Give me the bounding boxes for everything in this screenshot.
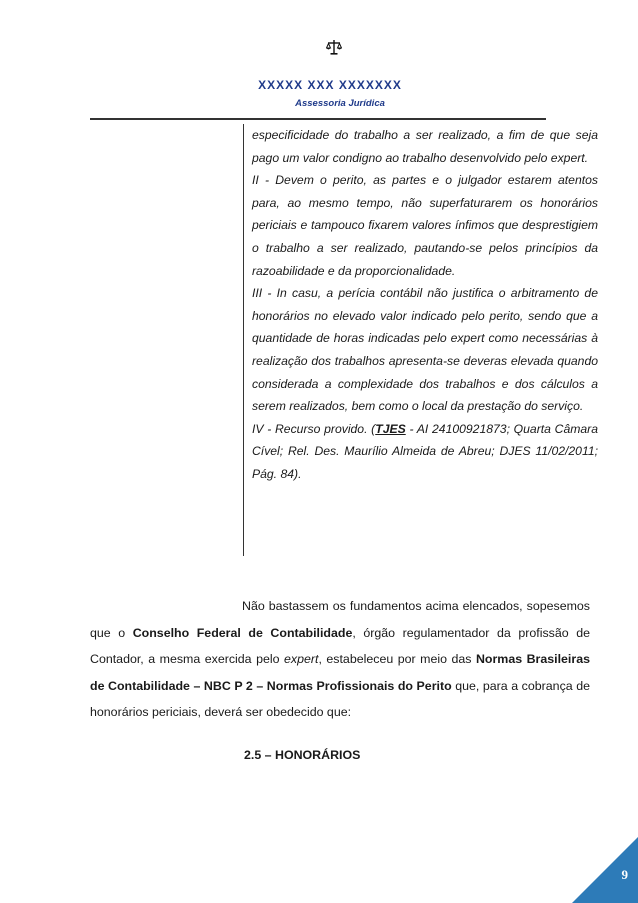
organization-name: XXXXX XXX XXXXXXX: [258, 78, 402, 92]
page-corner-decoration: [572, 837, 638, 903]
quote-line-1: especificidade do trabalho a ser realizado, a fim de que seja pago um valor condigno ao trabalho desenvolvido pelo expert.: [252, 128, 598, 165]
body-bold-norms: Normas Brasileiras de Contabilidade – NBC P 2 – Normas Profissionais do Perito: [90, 652, 590, 693]
body-text-2: , órgão regulamentador da profissão de Contador, a mesma exercida pelo: [90, 625, 590, 666]
body-text-4: que, para a cobrança de honorários periciais, deverá ser obedecido que:: [90, 678, 590, 719]
body-italic-expert: expert: [284, 652, 319, 666]
quote-item-4: [252, 418, 598, 486]
quote-item-3: III - In casu, a perícia contábil não justifica o arbitramento de honorários no elevado valor indicado pelo perito, sendo que a quantidade de horas indicadas pelo expert como necessárias à realização dos trabalhos apresenta-se deveras elevada quando considerada a complexidade dos trabalhos e dos cálculos a serem realizados, bem como o local da prestação do serviço.: [252, 286, 598, 414]
department-name: Assessoria Jurídica: [295, 98, 385, 109]
header-divider: [90, 118, 546, 120]
body-text-1: Não bastassem os fundamentos acima elencados, sopesemos que o: [90, 599, 590, 640]
section-heading: 2.5 – HONORÁRIOS: [244, 748, 361, 762]
body-text-3: , estabeleceu por meio das: [318, 652, 476, 666]
body-bold-council: Conselho Federal de Contabilidade: [132, 625, 353, 640]
quote-item-4-suffix: - AI 24100921873; Quarta Câmara Cível; Rel. Des. Maurílio Almeida de Abreu; DJES 11/02/2011; Pág. 84).: [252, 421, 598, 481]
quote-item-2: II - Devem o perito, as partes e o julgador estarem atentos para, ao mesmo tempo, não superfaturarem os honorários periciais e tampouco fixarem valores ínfimos que desprestigiem o trabalho a ser realizado, pautando-se pelos princípios da razoabilidade e da proporcionalidade.: [252, 173, 598, 278]
jurisprudence-quote: [243, 124, 598, 556]
court-acronym: TJES: [375, 421, 406, 436]
page-number: 9: [621, 867, 628, 882]
quote-item-4-prefix: IV - Recurso provido. (: [252, 421, 376, 436]
scales-of-justice-icon: [326, 39, 342, 55]
body-paragraph: [90, 593, 590, 726]
